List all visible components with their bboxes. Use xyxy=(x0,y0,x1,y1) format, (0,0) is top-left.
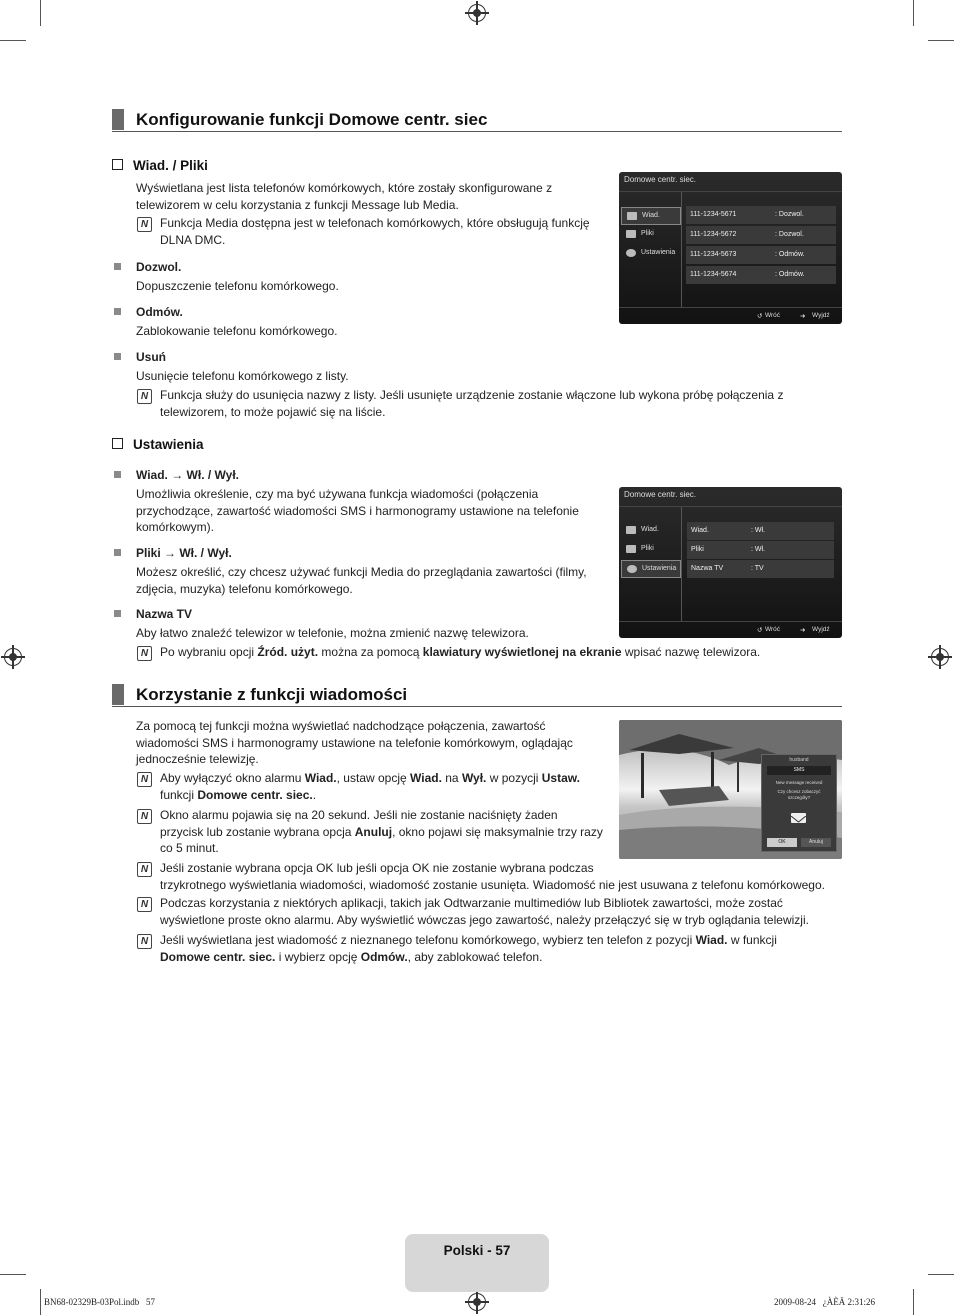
osd-menu-settings[interactable]: Ustawienia xyxy=(621,560,681,578)
bullet-square-icon xyxy=(114,308,121,315)
registration-mark-icon xyxy=(468,4,486,22)
osd-menu-messages[interactable]: Wiad. xyxy=(621,207,681,225)
osd-title: Domowe centr. siec. xyxy=(624,490,697,499)
item-title: Odmów. xyxy=(136,305,183,319)
crop-mark xyxy=(0,40,26,41)
exit-icon: ➜ xyxy=(800,313,806,320)
section-header xyxy=(112,109,842,132)
item-title: Nazwa TV xyxy=(136,607,193,621)
item-title: Dozwol. xyxy=(136,260,182,274)
media-icon xyxy=(626,545,636,553)
checkbox-icon xyxy=(112,438,123,449)
popup-line: Czy chcesz zobaczyć xyxy=(777,789,821,794)
registration-mark-icon xyxy=(931,648,949,666)
osd-setting-row[interactable]: Nazwa TV : TV xyxy=(687,560,834,578)
crop-mark xyxy=(928,1274,954,1275)
item-desc: Aby łatwo znaleźć telewizor w telefonie, można zmienić nazwę telewizora. xyxy=(136,626,529,640)
osd-back-button[interactable]: Wróć xyxy=(765,626,781,633)
page-number-tab xyxy=(405,1234,549,1292)
crop-mark xyxy=(913,1289,914,1315)
note-icon: N xyxy=(137,389,152,404)
tv-osd-settings xyxy=(619,487,842,638)
bullet-square-icon xyxy=(114,471,121,478)
osd-back-button[interactable]: Wróć xyxy=(765,312,781,319)
osd-footer xyxy=(619,307,842,324)
note-icon: N xyxy=(137,646,152,661)
osd-menu-settings[interactable]: Ustawienia xyxy=(621,245,679,261)
media-icon xyxy=(626,230,636,238)
gear-icon xyxy=(627,565,637,573)
osd-menu-messages[interactable]: Wiad. xyxy=(621,522,679,538)
item-title: Usuń xyxy=(136,350,166,364)
section-bar xyxy=(112,684,124,705)
note-icon: N xyxy=(137,934,152,949)
popup-sender: husband xyxy=(789,757,809,763)
crop-mark xyxy=(40,1289,41,1315)
osd-phone-row[interactable]: 111-1234-5671 : Dozwol. xyxy=(686,206,836,224)
item-title: Pliki → Wł. / Wył. xyxy=(136,546,232,560)
checkbox-icon xyxy=(112,159,123,170)
section-header xyxy=(112,684,842,707)
return-icon: ↺ xyxy=(757,313,763,320)
note-text: Po wybraniu opcji Źród. użyt. można za pomocą klawiatury wyświetlonej na ekranie wpisać nazwę telewizora. xyxy=(160,645,761,659)
osd-setting-row[interactable]: Wiad. : Wł. xyxy=(687,522,834,540)
registration-mark-icon xyxy=(468,1293,486,1311)
popup-cancel-button[interactable]: Anuluj xyxy=(801,838,831,847)
crop-mark xyxy=(40,0,41,26)
osd-exit-button[interactable]: Wyjdź xyxy=(812,626,830,633)
tv-osd-phone-list xyxy=(619,172,842,324)
exit-icon: ➜ xyxy=(800,627,806,634)
page-number: Polski - 57 xyxy=(443,1243,511,1258)
paragraph: Wyświetlana jest lista telefonów komórkowych, które zostały skonfigurowane z telewizorem w celu korzystania z funkcji Message lub Media. xyxy=(136,181,553,212)
osd-exit-button[interactable]: Wyjdź xyxy=(812,312,830,319)
bullet-square-icon xyxy=(114,549,121,556)
popup-ok-button[interactable]: OK xyxy=(767,838,797,847)
item-desc: Dopuszczenie telefonu komórkowego. xyxy=(136,279,339,293)
section-title: Konfigurowanie funkcji Domowe centr. siec xyxy=(136,110,488,129)
osd-phone-row[interactable]: 111-1234-5672 : Dozwol. xyxy=(686,226,836,244)
gear-icon xyxy=(626,249,636,257)
note-text: Aby wyłączyć okno alarmu Wiad., ustaw opcję Wiad. na Wył. w pozycji Ustaw. funkcji Domowe centr. siec.. xyxy=(160,771,580,802)
osd-title: Domowe centr. siec. xyxy=(624,175,697,184)
item-desc: Usunięcie telefonu komórkowego z listy. xyxy=(136,369,349,383)
item-desc: Umożliwia określenie, czy ma być używana funkcja wiadomości (połączenia przychodzące, zawartość wiadomości SMS i harmonogramy ustawione na telefonie komórkowym). xyxy=(136,487,579,534)
note-icon: N xyxy=(137,217,152,232)
note-icon: N xyxy=(137,772,152,787)
note-icon: N xyxy=(137,897,152,912)
osd-footer xyxy=(619,621,842,638)
item-title: Wiad. → Wł. / Wył. xyxy=(136,468,240,482)
osd-menu-files[interactable]: Pliki xyxy=(621,541,679,557)
item-desc: Zablokowanie telefonu komórkowego. xyxy=(136,324,338,338)
popup-line: szczegóły? xyxy=(787,795,811,800)
registration-mark-icon xyxy=(4,648,22,666)
note-text: Funkcja służy do usunięcia nazwy z listy. Jeśli usunięte urządzenie zostanie włączone lub wykona próbę połączenia z telewizorem, to może pojawić się na liście. xyxy=(160,388,784,419)
subsection-messages-files: Wiad. / Pliki xyxy=(112,158,208,173)
envelope-icon xyxy=(627,212,637,220)
note-text: Funkcja Media dostępna jest w telefonach komórkowych, które obsługują funkcję DLNA DMC. xyxy=(160,216,590,247)
return-icon: ↺ xyxy=(757,627,763,634)
bullet-square-icon xyxy=(114,263,121,270)
note-icon: N xyxy=(137,862,152,877)
print-file-info: BN68-02329B-03Pol.indb 57 xyxy=(44,1297,156,1307)
note-text: Podczas korzystania z niektórych aplikacji, takich jak Odtwarzanie multimediów lub Bibliotek zawartości, może zostać wyświetlone proste okno alarmu. Aby wyświetlić wówczas jego zawartość, należy przełączyć się w tryb oglądania telewizji. xyxy=(160,896,809,927)
osd-phone-row[interactable]: 111-1234-5673 : Odmów. xyxy=(686,246,836,264)
paragraph: Za pomocą tej funkcji można wyświetlać nadchodzące połączenia, zawartość wiadomości SMS i harmonogramy ustawione na telefonie komórkowym, oglądając jednocześnie telewizję. xyxy=(136,719,573,766)
bullet-square-icon xyxy=(114,353,121,360)
section-title: Korzystanie z funkcji wiadomości xyxy=(136,685,408,704)
popup-type: SMS xyxy=(767,766,831,775)
sms-alert-popup xyxy=(761,754,837,852)
envelope-icon xyxy=(791,813,806,823)
osd-menu-files[interactable]: Pliki xyxy=(621,226,679,242)
note-icon: N xyxy=(137,809,152,824)
note-text: Jeśli wyświetlana jest wiadomość z nieznanego telefonu komórkowego, wybierz ten telefon z pozycji Wiad. w funkcji Domowe centr. siec. i wybierz opcję Odmów., aby zablokować telefon. xyxy=(160,933,777,964)
crop-mark xyxy=(928,40,954,41)
crop-mark xyxy=(0,1274,26,1275)
section-bar xyxy=(112,109,124,130)
subsection-settings: Ustawienia xyxy=(112,437,204,452)
osd-setting-row[interactable]: Pliki : Wł. xyxy=(687,541,834,559)
crop-mark xyxy=(913,0,914,26)
popup-line: New message received xyxy=(775,780,823,785)
osd-phone-row[interactable]: 111-1234-5674 : Odmów. xyxy=(686,266,836,284)
note-text: Jeśli zostanie wybrana opcja OK lub jeśli opcja OK nie zostanie wybrana podczas trzykrotnego wyświetlania wiadomości, wiadomość zostanie usunięta. Wiadomość nie jest usuwana z telefonu komórkowego. xyxy=(160,861,825,892)
bullet-square-icon xyxy=(114,610,121,617)
item-desc: Możesz określić, czy chcesz używać funkcji Media do przeglądania zawartości (filmy, zdjęcia, muzyka) telefonu komórkowego. xyxy=(136,565,587,596)
note-text: Okno alarmu pojawia się na 20 sekund. Jeśli nie zostanie naciśnięty żaden przycisk lub zostanie wybrana opcja Anuluj, okno pojawi się maksymalnie trzy razy co 5 minut. xyxy=(160,808,603,855)
envelope-icon xyxy=(626,526,636,534)
print-date-info: 2009-08-24 ¿ÀÈÄ 2:31:26 xyxy=(774,1297,875,1307)
